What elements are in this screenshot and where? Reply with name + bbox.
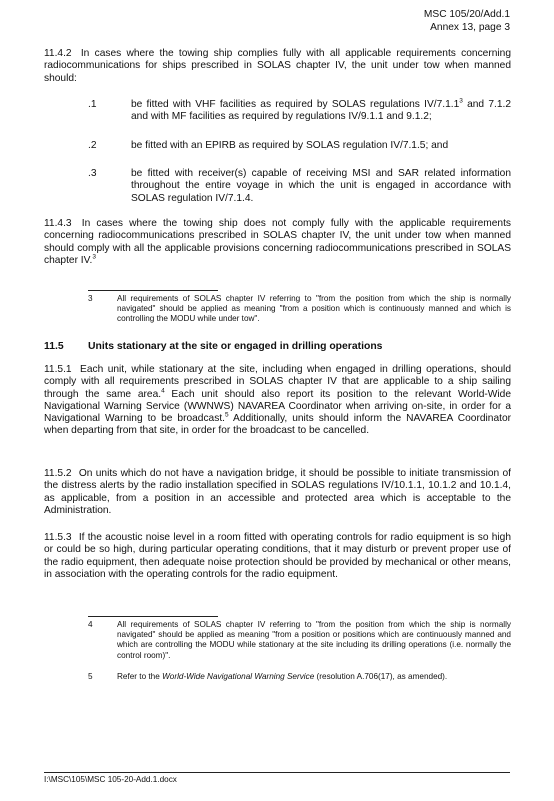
section-number: 11.5 — [44, 341, 64, 352]
list-item-number: .3 — [88, 168, 97, 179]
footnote-separator — [88, 290, 218, 291]
footnote-number: 3 — [88, 294, 93, 303]
document-page: MSC 105/20/Add.1 Annex 13, page 3 11.4.2 In cases where the towing ship complies fully with all applicable requirements concerning radiocommunications for ships prescribed in SOLAS chapter IV, the unit under tow when manned should: .1 be fitted with VHF facilities as required by SOLAS regulations IV/7.1.1$^3$ and 7.1.2 and with MF facilities as required by regulations IV/9.1.1 and 9.1.2; .2 be fitted with an EPIRB as required by SOLAS regulation IV/7.1.5; and .3 be fitted with receiver(s) capable of receiving MSI and SAR related information throughout the entire voyage in which the unit is engaged in accordance with SOLAS regulation IV/7.1.4. 11.4.3 In cases where the towing ship does not comply fully with the applicable requirements concerning radiocommunications prescribed in SOLAS chapter IV, the unit under tow when manned should comply with all the applicable provisions concerning radiocommunications prescribed in SOLAS chapter IV.$^3$ 3 All requirements of SOLAS chapter IV referring to "from the position from which the ship is normally navigated" should be applied as meaning "from a position which is continuously manned and which is controlling the MODU while under tow". 11.5 Units stationary at the site or engaged in drilling operations 11.5.1 Each unit, while stationary at the site, including when engaged in drilling operations, should comply with all requirements prescribed in SOLAS chapter IV that are applicable to a ship sailing through the same area.$^4$ Each unit should also report its position to the relevant World-Wide Navigational Warning Service (WWNWS) NAVAREA Coordinator when arriving on-site, in order for a Navigational Warning to be broadcast.$^5$ Additionally, units should inform the NAVAREA Coordinator when departing from that site, in order for the broadcast to be cancelled. 11.5.2 On units which do not have a navigation bridge, it should be possible to initiate transmission of the distress alerts by the radio installation specified in SOLAS regulations IV/10.1.1, 10.1.2 and 10.1.4, as applicable, from a position in an accessible and protected area which is acceptable to the Administration. 11.5.3 If the acoustic noise level in a room fitted with operating controls for radio equipment is so high or could be so high, during particular operating conditions, that it may disturb or prevent proper use of the radio equipment, then adequate noise protection should be provided by mechanical or other means, in association with the operating controls for the radio equipment. 4 All requirements of SOLAS chapter IV referring to "from the position from which the ship is normally navigated" should be applied as meaning "from a position or positions which are continuously manned and which are controlling the MODU while stationary at the site including its drilling operations (i.e. normally the control room)". 5 Refer to the World-Wide Navigational Warning Service (resolution A.706(17), as amended). I:\MSC\105\MSC 105-20-Add.1.docx — [44, 9, 511, 784]
paragraph-number: 11.5.2 — [44, 468, 72, 479]
list-item-text: be fitted with an EPIRB as required by SOLAS regulation IV/7.1.5; and — [131, 140, 449, 151]
section-title: Units stationary at the site or engaged in drilling operations — [88, 341, 383, 352]
file-path-footer: I:\MSC\105\MSC 105-20-Add.1.docx — [44, 775, 177, 784]
paragraph-11-5-1: 11.5.1 Each unit, while stationary at the site, including when engaged in drilling operations, should comply with all requirements prescribed in SOLAS chapter IV that are applicable to a ship sailing through the same area.$^4$ Each unit should also report its position to the relevant World-Wide Navigational Warning Service (WWNWS) NAVAREA Coordinator when arriving on-site, in order for a Navigational Warning to be broadcast.$^5$ Additionally, units should inform the NAVAREA Coordinator when departing from that site, in order for the broadcast to be cancelled. — [44, 364, 511, 437]
paragraph-11-4-2 — [44, 48, 511, 85]
list-item-text-cont: and 7.1.2 and with MF facilities as required by regulations IV/9.1.1 and 9.1.2; — [131, 99, 511, 123]
document-reference: MSC 105/20/Add.1 — [423, 9, 510, 20]
footnote-ref: 3 — [92, 253, 96, 261]
footnote-number: 5 — [88, 672, 93, 681]
list-item-number: .2 — [88, 140, 97, 151]
paragraph-number: 11.4.2 — [44, 48, 72, 59]
footnote-ref: 5 — [224, 411, 229, 419]
paragraph-text: In cases where the towing ship complies fully with all applicable requirements concerning radiocommunications for ships prescribed in SOLAS chapter IV, the unit under tow when manned should: — [44, 48, 511, 84]
footer-rule — [44, 772, 510, 773]
paragraph-number: 11.5.3 — [44, 532, 72, 543]
paragraph-number: 11.5.1 — [44, 364, 72, 375]
paragraph-number: 11.4.3 — [44, 218, 72, 229]
section-heading — [44, 341, 382, 352]
paragraph-11-5-3 — [44, 532, 511, 581]
list-item-text: be fitted with receiver(s) capable of receiving MSI and SAR related information throughout the entire voyage in which the unit is engaged in accordance with SOLAS regulation IV/7.1.4. — [131, 168, 511, 204]
footnote-text: All requirements of SOLAS chapter IV referring to "from the position from which the ship is normally navigated" should be applied as meaning "from a position or positions which are continuously manned and which are controlling the MODU while stationary at the site including its drilling operations (i.e. normally the control room)". — [117, 620, 511, 660]
paragraph-text: In cases where the towing ship does not comply fully with the applicable requirements concerning radiocommunications prescribed in SOLAS chapter IV, the unit under tow when manned should comply with all the applicable provisions concerning radiocommunications prescribed in SOLAS chapter IV. — [44, 218, 511, 266]
footnote-number: 4 — [88, 620, 93, 629]
paragraph-11-5-2 — [44, 468, 511, 517]
paragraph-text: On units which do not have a navigation bridge, it should be possible to initiate transmission of the distress alerts by the radio installation specified in SOLAS regulations IV/10.1.1, 10.1.2 and 10.1.4, as applicable, from a position in an accessible and protected area which is acceptable to the Administration. — [44, 468, 511, 516]
list-item-text: be fitted with VHF facilities as required by SOLAS regulations IV/7.1.1 — [131, 99, 460, 110]
paragraph-11-4-3 — [44, 218, 511, 267]
footnote-ref: 4 — [161, 387, 165, 395]
paragraph-text: If the acoustic noise level in a room fitted with operating controls for radio equipment is so high or could be so high, during particular operating conditions, that it may disturb or prevent proper use of the radio equipment, then adequate noise protection should be provided by mechanical or other means, in association with the operating controls for the radio equipment. — [44, 532, 511, 580]
annex-page: Annex 13, page 3 — [430, 22, 510, 33]
footnote-separator — [88, 616, 218, 617]
list-item-number: .1 — [88, 99, 97, 110]
page-header — [424, 8, 510, 34]
publication-title: World-Wide Navigational Warning Service — [162, 672, 315, 681]
footnote-ref: 3 — [459, 97, 463, 105]
footnote-text: All requirements of SOLAS chapter IV referring to "from the position from which the ship is normally navigated" should be applied as meaning "from a position which is continuously manned and which is controlling the MODU while under tow". — [117, 294, 511, 324]
